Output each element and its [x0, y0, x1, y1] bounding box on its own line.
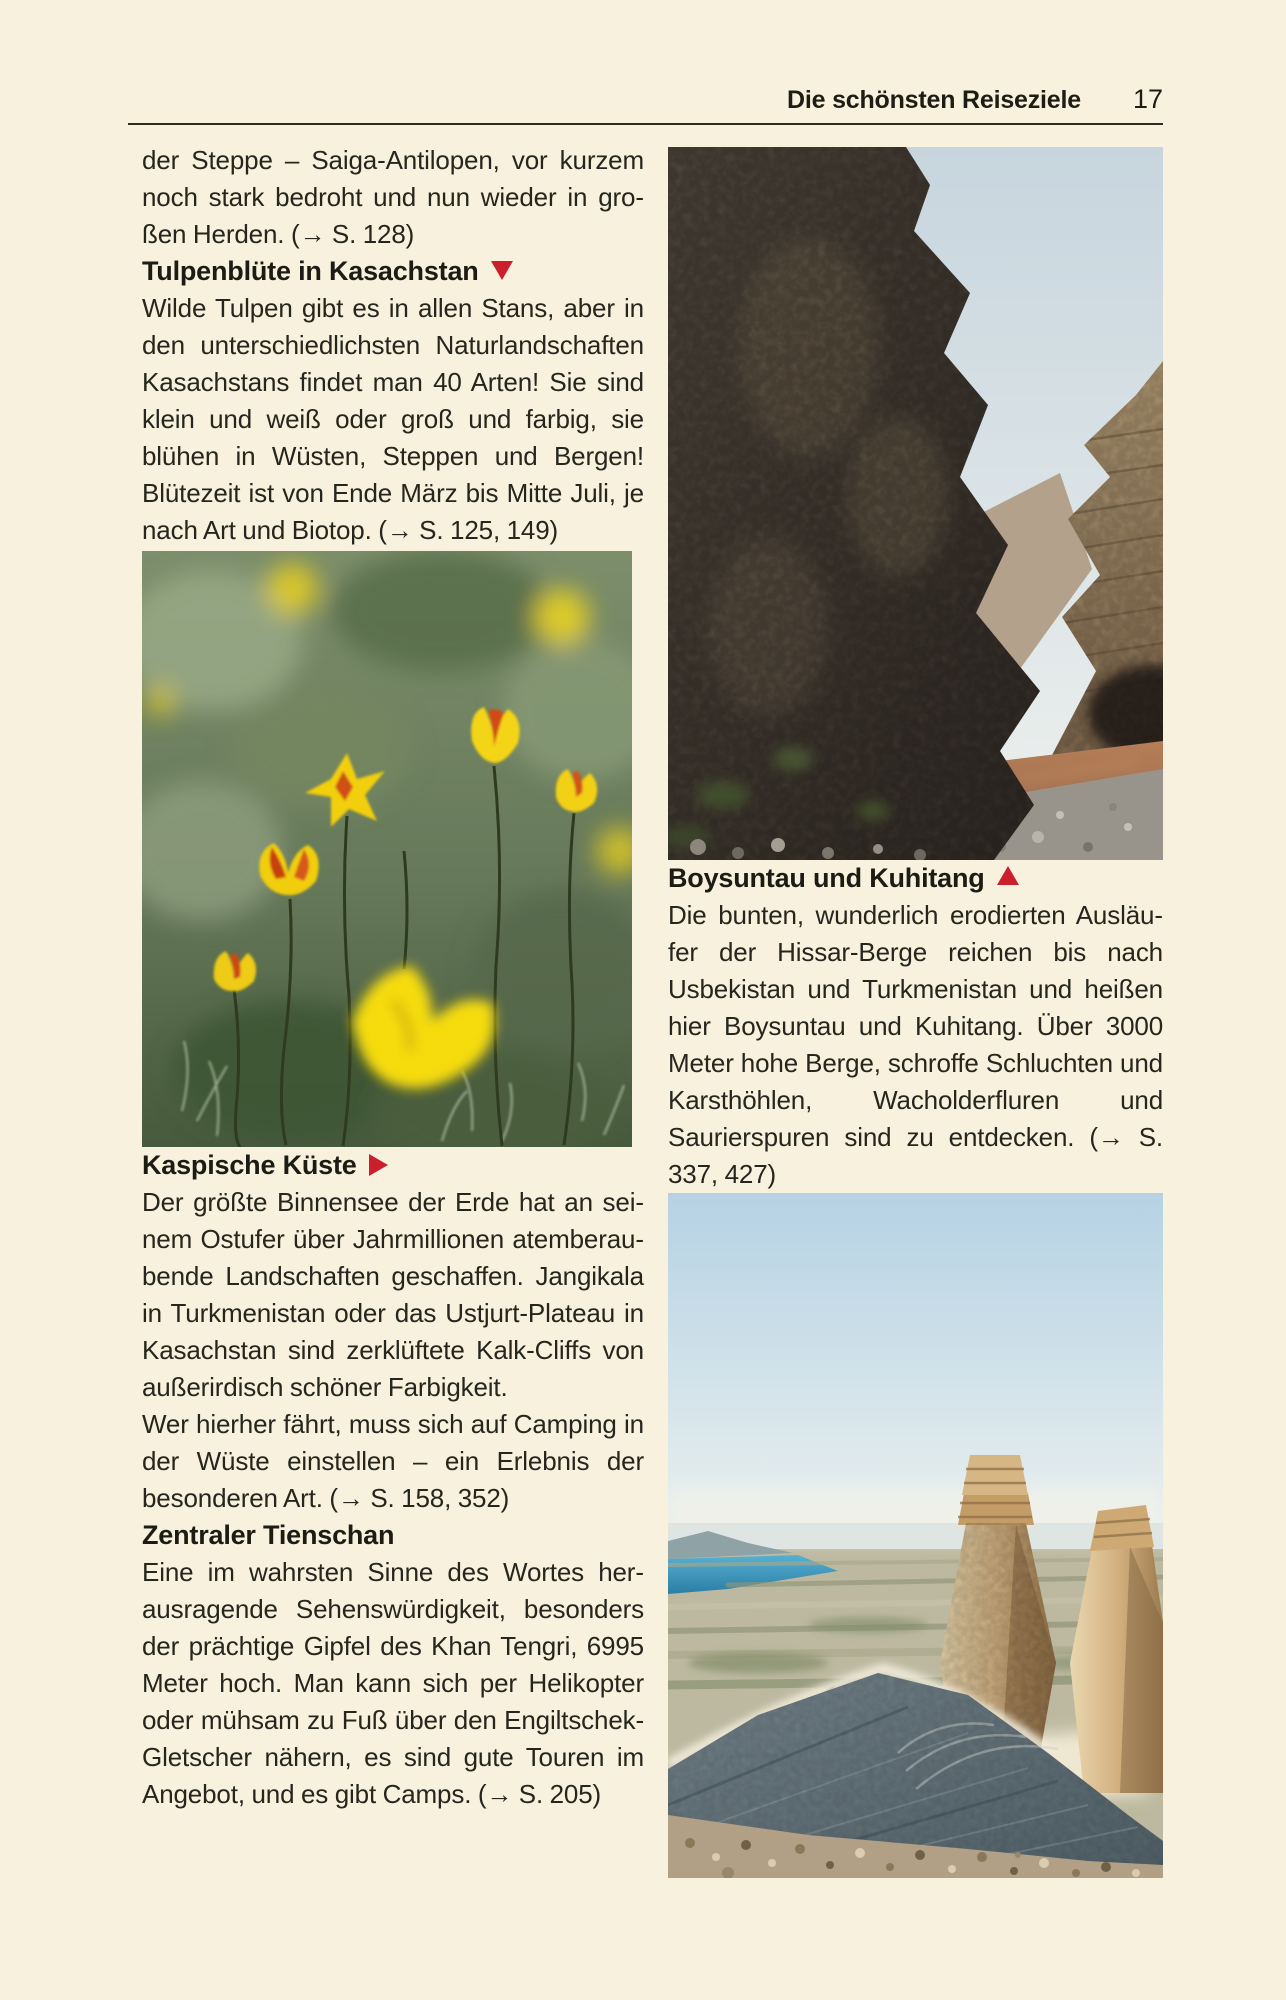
tienschan-paragraph: Eine im wahrsten Sinne des Wortes herausragende Sehenswürdigkeit, besonders der prächtige Gipfel des Khan Tengri, 6995 Meter hoch. Man kann sich per Helikopter oder mühsam zu Fuß über den Engiltschek-Gletscher nähern, es sind gute Touren im Angebot, und es gibt Camps. (→ S. 205): [142, 1557, 644, 1809]
section-heading-zentraler-tienschan: [142, 1517, 644, 1554]
intro-paragraph: der Steppe – Saiga-Antilopen, vor kurzem noch stark bedroht und nun wieder in großen Herden. (→ S. 128): [142, 145, 644, 249]
page-number: 17: [1132, 84, 1163, 114]
right-column: [668, 147, 1163, 1878]
section-heading-tulpenbluete: [142, 253, 644, 290]
page-title: Die schönsten Reiseziele: [787, 86, 1081, 114]
canyon-photo: [668, 147, 1163, 860]
left-column: [142, 142, 644, 1813]
heading-text: Zentraler Tienschan: [142, 1520, 395, 1550]
section-heading-kaspische-kueste: [142, 1147, 644, 1184]
triangle-up-icon: [997, 866, 1019, 885]
tulip-photo: [142, 551, 632, 1147]
header-rule: [128, 123, 1163, 125]
kaspische-paragraph-2: Wer hierher fährt, muss sich auf Camping in der Wüste einstellen – ein Erlebnis der besonderen Art. (→ S. 158, 352): [142, 1409, 644, 1513]
boysuntau-paragraph: Die bunten, wunderlich erodierten Ausläufer der Hissar-Berge reichen bis nach Usbekistan und Turkmenistan und heißen hier Boysuntau und Kuhitang. Über 3000 Meter hohe Berge, schroffe Schluchten und Karsthöhlen, Wacholderfluren und Saurierspuren sind zu entdecken. (→ S. 337, 427): [668, 900, 1163, 1189]
triangle-down-icon: [491, 261, 513, 280]
triangle-right-icon: [369, 1154, 388, 1176]
heading-text: Kaspische Küste: [142, 1150, 357, 1180]
heading-text: Boysuntau und Kuhitang: [668, 863, 985, 893]
heading-text: Tulpenblüte in Kasachstan: [142, 256, 479, 286]
page-header: [128, 84, 1163, 115]
kaspische-paragraph-1: Der größte Binnensee der Erde hat an seinem Ostufer über Jahrmillionen atemberaubende Landschaften geschaffen. Jangikala in Turkmenistan oder das Ustjurt-Plateau in Kasachstan sind zerklüftete Kalk-Cliffs von außerirdisch schöner Farbigkeit.: [142, 1187, 644, 1402]
desert-photo: [668, 1193, 1163, 1878]
section-heading-boysuntau: [668, 860, 1163, 897]
tulpen-paragraph: Wilde Tulpen gibt es in allen Stans, aber in den unterschiedlichsten Naturlandschaften Kasachstans findet man 40 Arten! Sie sind klein und weiß oder groß und farbig, sie blühen in Wüsten, Steppen und Bergen! Blütezeit ist von Ende März bis Mitte Juli, je nach Art und Biotop. (→ S. 125, 149): [142, 293, 644, 545]
